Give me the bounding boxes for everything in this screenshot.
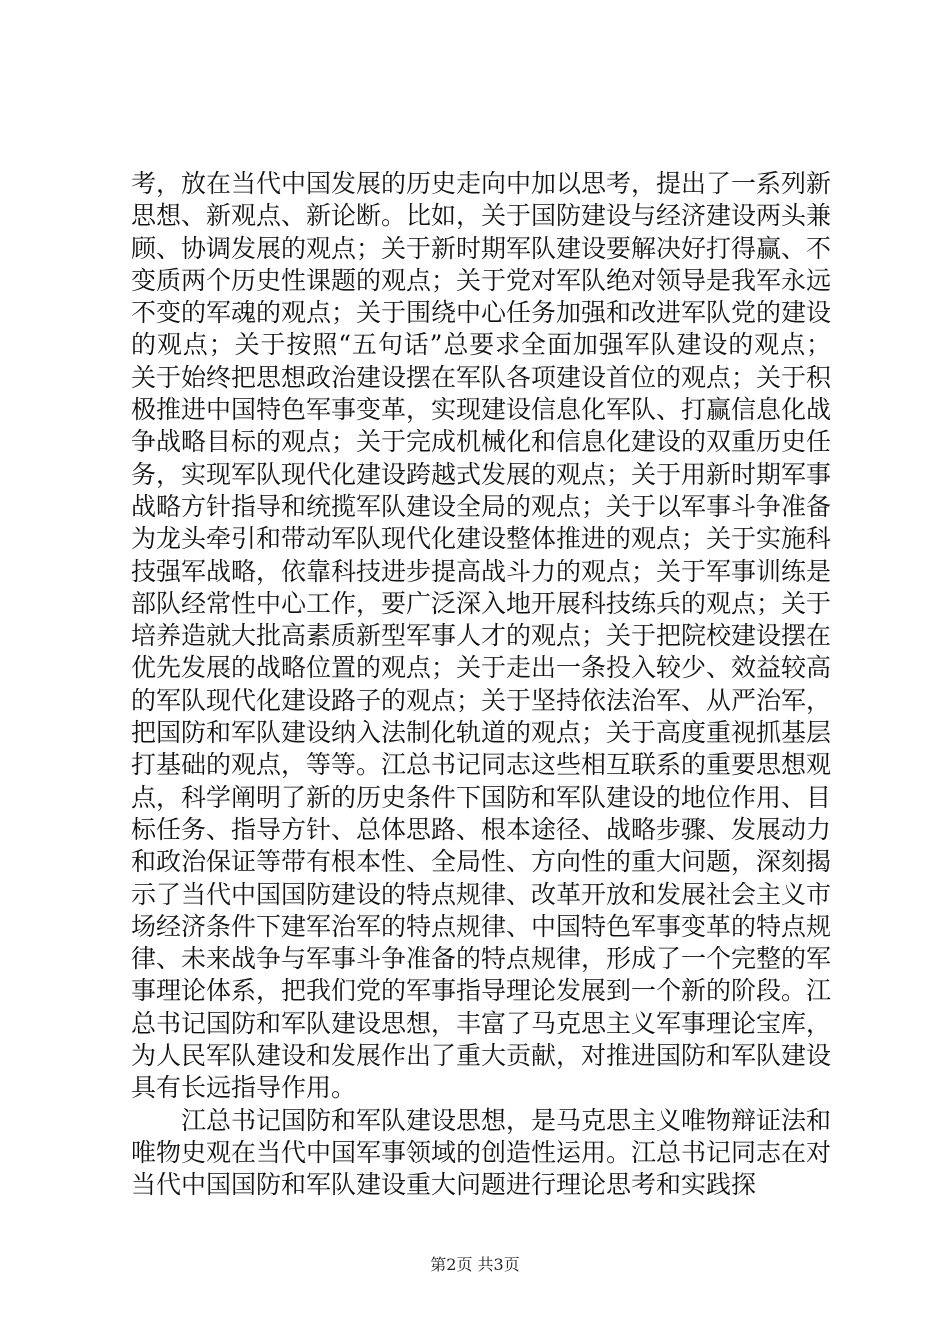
paragraph-2: 江总书记国防和军队建设思想，是马克思主义唯物辩证法和唯物史观在当代中国军事领域的创造性运用。江总书记同志在对当代中国国防和军队建设重大问题进行理论思考和实践探 bbox=[131, 1105, 832, 1200]
page-footer: 第2页 共3页 bbox=[430, 1255, 520, 1274]
document-body bbox=[131, 168, 831, 1202]
paragraph-1: 考，放在当代中国发展的历史走向中加以思考，提出了一系列新思想、新观点、新论断。比如，关于国防建设与经济建设两头兼顾、协调发展的观点；关于新时期军队建设要解决好打得赢、不变质两个历史性课题的观点；关于党对军队绝对领导是我军永远不变的军魂的观点；关于围绕中心任务加强和改进军队党的建设的观点；关于按照“五句话”总要求全面加强军队建设的观点；关于始终把思想政治建设摆在军队各项建设首位的观点；关于积极推进中国特色军事变革，实现建设信息化军队、打赢信息化战争战略目标的观点；关于完成机械化和信息化建设的双重历史任务，实现军队现代化建设跨越式发展的观点；关于用新时期军事战略方针指导和统揽军队建设全局的观点；关于以军事斗争准备为龙头牵引和带动军队现代化建设整体推进的观点；关于实施科技强军战略，依靠科技进步提高战斗力的观点；关于军事训练是部队经常性中心工作，要广泛深入地开展科技练兵的观点；关于培养造就大批高素质新型军事人才的观点；关于把院校建设摆在优先发展的战略位置的观点；关于走出一条投入较少、效益较高的军队现代化建设路子的观点；关于坚持依法治军、从严治军，把国防和军队建设纳入法制化轨道的观点；关于高度重视抓基层打基础的观点，等等。江总书记同志这些相互联系的重要思想观点，科学阐明了新的历史条件下国防和军队建设的地位作用、目标任务、指导方针、总体思路、根本途径、战略步骤、发展动力和政治保证等带有根本性、全局性、方向性的重大问题，深刻揭示了当代中国国防建设的特点规律、改革开放和发展社会主义市场经济条件下建军治军的特点规律、中国特色军事变革的特点规律、未来战争与军事斗争准备的特点规律，形成了一个完整的军事理论体系，把我们党的军事指导理论发展到一个新的阶段。江总书记国防和军队建设思想，丰富了马克思主义军事理论宝库，为人民军队建设和发展作出了重大贡献，对推进国防和军队建设具有长远指导作用。 bbox=[131, 169, 832, 1103]
